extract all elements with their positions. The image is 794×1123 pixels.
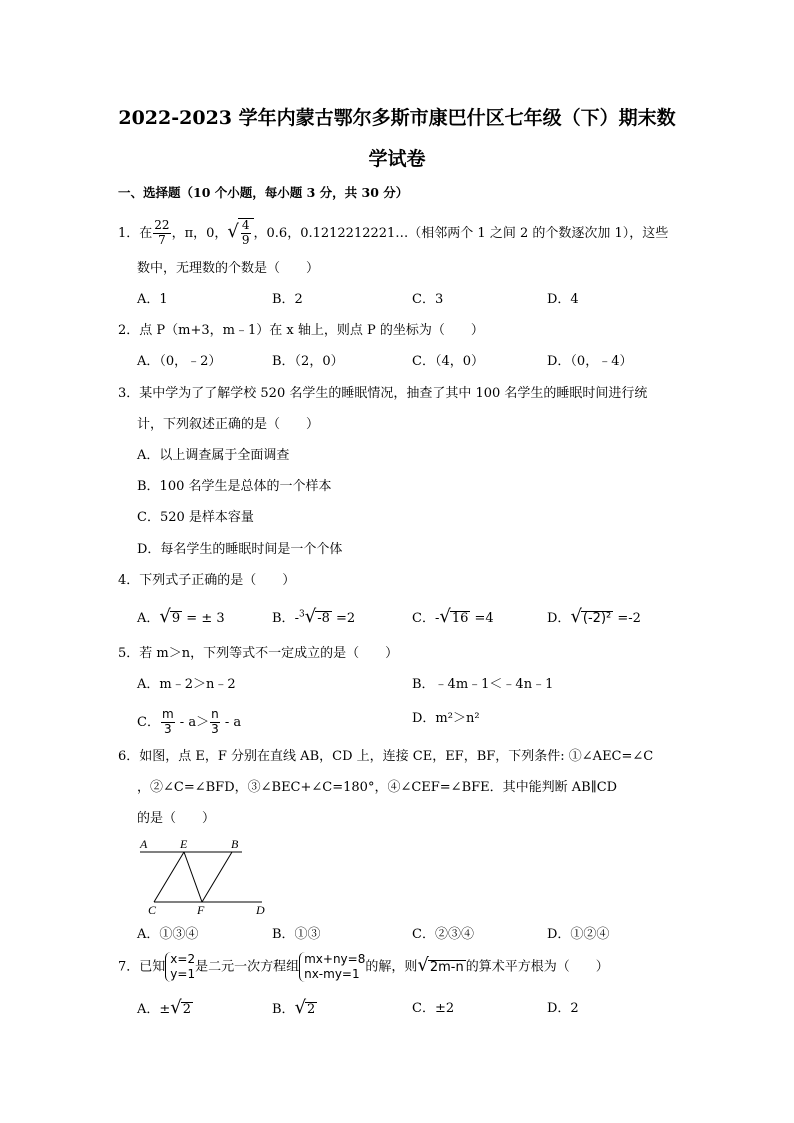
q3-option-b[interactable]: B．100 名学生是总体的一个样本: [137, 479, 332, 494]
question-3-line2: 计，下列叙述正确的是（ ）: [137, 417, 320, 432]
sqrt-4-9: $\frac{4}{9}$: [238, 218, 254, 248]
q6-option-b[interactable]: B．①③: [272, 927, 321, 942]
segment-bf: [202, 852, 232, 902]
q1-mid: ，π，0，: [171, 225, 228, 241]
q1-option-c[interactable]: C．3: [412, 292, 444, 307]
page-title-line2: 学试卷: [368, 148, 426, 170]
label-b: B: [231, 837, 239, 851]
question-6-line3: 的是（ ）: [137, 811, 216, 826]
q6-option-a[interactable]: A．①③④: [137, 927, 199, 942]
cbrt-neg8: -8: [317, 611, 330, 626]
q2-option-b[interactable]: B．（2，0）: [272, 354, 344, 369]
question-6-line2: ，②∠C=∠BFD，③∠BEC+∠C=180°，④∠CEF=∠BFE．其中能判断 AB∥CD: [137, 780, 618, 795]
q5-option-b[interactable]: B．﹣4m﹣1＜﹣4n﹣1: [412, 677, 554, 692]
question-1: 1．在 $\frac{22}{7}$ ，π，0，√ $\frac{4}{9}$ ，0.6，0.1212212221…（相邻两个 1 之间 2 的个数逐次加 1），这些: [118, 218, 669, 247]
q7-option-b[interactable]: B．√2: [272, 997, 316, 1018]
question-6-line1: 6．如图，点 E，F 分别在直线 AB，CD 上，连接 CE，EF，BF，下列条件: ①∠AEC=∠C: [118, 749, 654, 764]
q1-option-a[interactable]: A．1: [137, 292, 168, 307]
q7-option-a[interactable]: A．±√2: [137, 997, 192, 1018]
q4-option-b[interactable]: B．-$^3$√-8 =2: [272, 606, 356, 627]
q2-option-c[interactable]: C．（4，0）: [412, 354, 484, 369]
q5-option-c[interactable]: C． $\frac{m}{3}$ - a＞ $\frac{n}{3}$ - a: [137, 707, 242, 736]
label-d: D: [256, 903, 265, 917]
q4-option-c[interactable]: C．-√16 =4: [412, 606, 494, 627]
q7-option-d[interactable]: D．2: [547, 1001, 579, 1016]
q1-option-b[interactable]: B．2: [272, 292, 303, 307]
q1-line2: 数中，无理数的个数是（ ）: [137, 261, 320, 276]
label-e: E: [180, 837, 188, 851]
segment-ef: [184, 852, 202, 902]
q2-option-a[interactable]: A．（0，﹣2）: [137, 354, 222, 369]
q5-option-a[interactable]: A．m﹣2＞n﹣2: [137, 677, 236, 692]
equation-system: mx+ny=8 nx-my=1: [299, 952, 365, 982]
question-4: 4．下列式子正确的是（ ）: [118, 573, 296, 588]
sqrt-neg2-squared: (-2)²: [582, 611, 612, 626]
sqrt-9: 9: [171, 611, 181, 626]
q3-option-c[interactable]: C．520 是样本容量: [137, 510, 254, 525]
sqrt-16: 16: [451, 611, 469, 626]
page-title-line1: 2022-2023 学年内蒙古鄂尔多斯市康巴什区七年级（下）期末数: [118, 107, 676, 129]
q1-option-d[interactable]: D．4: [547, 292, 579, 307]
question-5: 5．若 m＞n，下列等式不一定成立的是（ ）: [118, 646, 399, 661]
segment-ce: [154, 852, 184, 902]
q4-option-d[interactable]: D．√(-2)² =-2: [547, 606, 641, 627]
q6-option-c[interactable]: C．②③④: [412, 927, 474, 942]
q3-option-d[interactable]: D．每名学生的睡眠时间是一个个体: [137, 542, 343, 557]
parallel-lines-figure: [134, 834, 274, 918]
sqrt-2m-n: 2m-n: [429, 959, 464, 975]
q5-option-d[interactable]: D．m²＞n²: [412, 711, 480, 726]
section-heading: 一、选择题（10 个小题，每小题 3 分，共 30 分）: [118, 185, 409, 200]
label-a: A: [140, 837, 148, 851]
q1-number: 1．在: [118, 225, 153, 241]
solution-system: x=2 y=1: [165, 952, 195, 982]
question-2: 2．点 P（m+3，m﹣1）在 x 轴上，则点 P 的坐标为（ ）: [118, 323, 484, 338]
q1-tail: ，0.6，0.1212212221…（相邻两个 1 之间 2 的个数逐次加 1），这些: [253, 225, 669, 241]
question-3-line1: 3．某中学为了了解学校 520 名学生的睡眠情况，抽查了其中 100 名学生的睡眠时间进行统: [118, 386, 648, 401]
q2-option-d[interactable]: D．（0，﹣4）: [547, 354, 633, 369]
question-7: 7．已知 x=2 y=1 是二元一次方程组 mx+ny=8 nx-my=1 的解，则√2m-n 的算术平方根为（ ）: [118, 952, 609, 981]
fraction-22-7: $\frac{22}{7}$: [154, 218, 170, 247]
label-c: C: [148, 903, 157, 917]
q4-option-a[interactable]: A．√9 = ± 3: [137, 606, 225, 627]
q3-option-a[interactable]: A．以上调查属于全面调查: [137, 448, 290, 463]
q7-option-c[interactable]: C．±2: [412, 1001, 455, 1016]
q6-option-d[interactable]: D．①②④: [547, 927, 610, 942]
label-f: F: [197, 903, 205, 917]
